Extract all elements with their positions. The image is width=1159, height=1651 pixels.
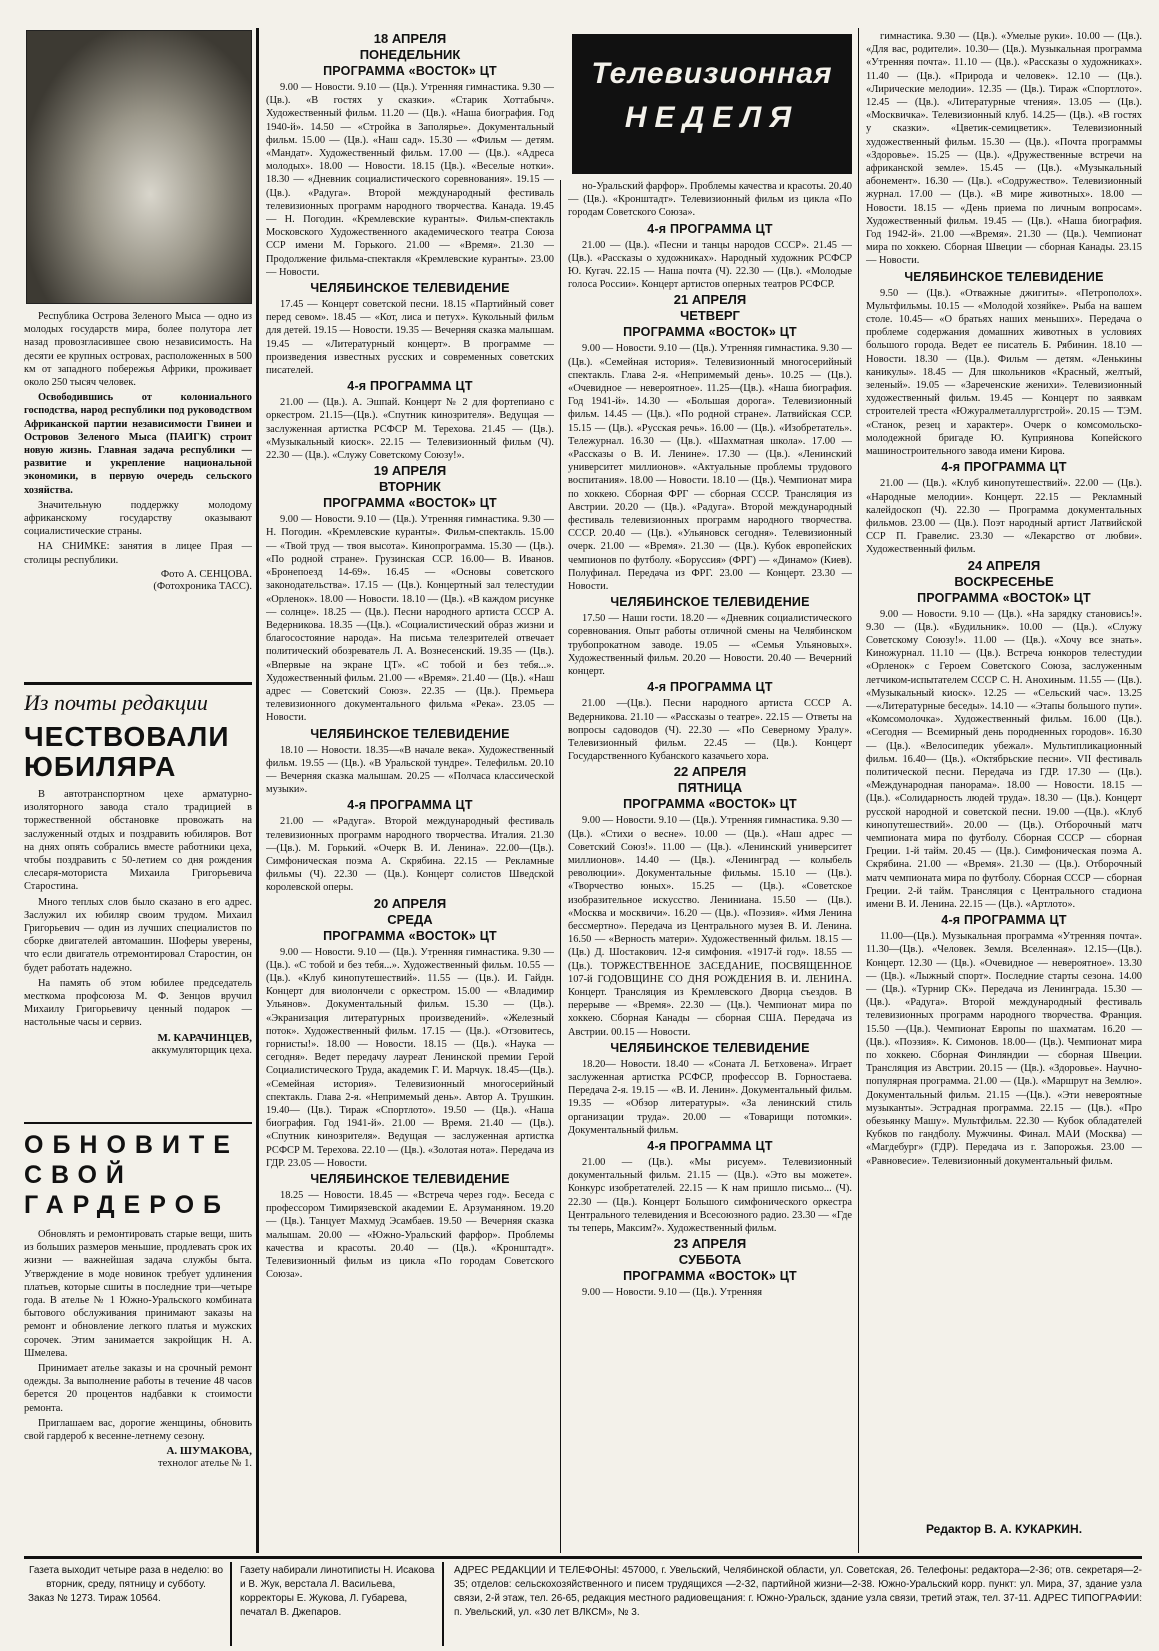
day-heading: СУББОТА (678, 1252, 742, 1268)
article1-para-1: В автотранспортном цехе арматурно-изоляторного завода стало традицией в торжественной обстановке провожать на заслуженный отдых и поздравить юбиляров. Вот на днях опять собрались вместе работники цеха, чтобы поздравить с 50-летием со дня рождения слесаря-моториста Михаила Григорьевича Старостина. (24, 789, 252, 893)
schedule-text: 9.00 — Новости. 9.10 — (Цв.). Утренняя гимнастика. 9.30 — (Цв.). «С тобой и без тебя...». Художественный фильм. 10.55 — (Цв.). «Клуб кинопутешествий». 11.55 — (Цв.). И. Гайдн. Концерт для виолончели с оркестром. 15.00 — «Владимир Ульянов». Документальный фильм. 15.30 — (Цв.). «Экранизация литературных произведений». «Железный поток». Художественный фильм. 17.15 — (Цв.). «Отзовитесь, горнисты!». 18.00 — Новости. 18.15 — (Цв.). «Наука — сегодня». Ведет передачу лауреат Ленинской премии Герой Социалистического Труда, академик Г. И. Марчук. 18.45—(Цв.). «Семейная история». Телевизионный многосерийный спектакль. Глава 2-я. «Непримемый день». Автор А. Трушкин. 19.40— (Цв.). Тираж «Спортлото». 19.50 — (Цв.). «Наша биография. Год 1941-й». 21.00 — Время. 21.40 — (Цв.). «Спутник кинозрителя». Ведущая — заслуженная артистка РСФСР М. Терехова. 22.10 — (Цв.). «Золотая нота». Передача из ГДР. 23.05 — Новости. (266, 946, 554, 1169)
photo-note: НА СНИМКЕ: занятия в лицее Прая — столицы республики. (24, 541, 252, 566)
article2-para-3: Приглашаем вас, дорогие женщины, обновить свой гардероб к весенне-летнему сезону. (24, 1417, 252, 1443)
schedule-text: 9.50 — (Цв.). «Отважные джигиты». «Петрополох». Мультфильмы. 10.15 — «Молодой хозяйке». Рыба на вашем столе. 10.45— «О братьях наших меньших». Передача о проблеме содержания домашних животных в условиях большого города. Ведет ее писатель Б. Рябинин. 18.10 — Новости. 18.30 — (Цв.). Фильм — детям. «Ленькины каникулы». 18.45 — Для школьников «Красный, желтый, зеленый». 19.05 — «Зареченские женихи». Телевизионный художественный фильм. 19.45 — Концерт по заявкам строителей треста «Южуралметаллургстрой». 20.15 — ТЭМ. «Станок, резец и характер». Очерк о комсомольско-молодежной бригаде Ю. Куприянова Копейского машиностроительного завода имени Кирова. (866, 287, 1142, 458)
column-rule-3 (858, 28, 859, 1553)
day-heading: ЧЕТВЕРГ (680, 308, 740, 324)
day-heading: 24 АПРЕЛЯ (967, 557, 1041, 573)
program-heading: ПРОГРАММА «ВОСТОК» ЦТ (323, 496, 497, 511)
article-para-3: Значительную поддержку молодому африканскому государству оказывают социалистические страны. (24, 499, 252, 538)
footer-top-rule (24, 1556, 1142, 1559)
schedule-text: 18.10 — Новости. 18.35—«В начале века». Художественный фильм. 19.55 — (Цв.). «В Уральской тундре». Телефильм. 20.10 — Вечерняя сказка малышам. 20.25 — «Полчаса классической музыки». (266, 744, 554, 796)
logo-line-1: Телевизионная (591, 57, 833, 90)
editor-line: Редактор В. А. КУКАРКИН. (925, 1522, 1083, 1536)
article1-para-2: Много теплых слов было сказано в его адрес. Заслужил их юбиляр своим трудом. Михаил Григорьевич — один из лучших специалистов по сборке двигателей автомашин. Шоферы уверены, что если двигатель отремонтировал Старостин, он будет работать надежно. (24, 896, 252, 974)
footer-box-staff (236, 1562, 444, 1646)
footer-box-address (450, 1562, 1142, 1646)
tv-column-wed-sat (568, 180, 852, 1553)
schedule-text: 21.00 — (Цв.). «Мы рисуем». Телевизионный документальный фильм. 21.15 — (Цв.). «Это вы можете». Конкурс изобретателей. 22.15 — К нам пришло письмо... (Ч). 22.30 — (Цв.). Концерт Большого симфонического оркестра Центрального телевидения и Всесоюзного радио. 23.30 — «Где ты теперь, Максим?». Художественный фильм. (568, 1156, 852, 1234)
schedule-text: 18.20— Новости. 18.40 — «Соната Л. Бетховена». Играет заслуженная артистка РСФСР, профессор В. Горностаева. Передача 2-я. 19.15 — «В. И. Ленин». Документальный фильм. 19.35 — «Обзор литературы». «За ленинский стиль организации труда». 20.00 — «Товарищи потомки». Документальный фильм. (568, 1058, 852, 1136)
day-heading: 22 АПРЕЛЯ (673, 764, 747, 780)
photo-students (26, 30, 252, 304)
program-heading: 4-я ПРОГРАММА ЦТ (647, 680, 773, 695)
photo-caption: Республика Острова Зеленого Мыса — одно из молодых государств мира, более полутора лет назад провозгласившее свою независимость. На десяти ее крупных островах, расположенных в 500 км от западного побережья Африки, проживает около 250 тысяч человек. (24, 311, 252, 389)
schedule-text: 9.00 — Новости. 9.10 — (Цв.). Утренняя (582, 1287, 763, 1299)
left-column-text (24, 310, 252, 660)
program-heading: ЧЕЛЯБИНСКОЕ ТЕЛЕВИДЕНИЕ (610, 595, 810, 610)
schedule-text: 17.50 — Наши гости. 18.20 — «Дневник социалистического соревнования. Опыт работы отличной смены на Челябинском трубопрокатном заводе. 19.05 — «Семья Ульяновых». Художественный фильм. 20.20 — Новости. 20.40 — Вечерний концерт. (568, 613, 852, 678)
schedule-text: 21.00 — (Цв.). «Клуб кинопутешествий». 22.00 — (Цв.). «Народные мелодии». Концерт. 22.15 — Рекламный калейдоскоп (Ч). 22.30 — Программа документальных фильмов. 23.00 — (Цв.). Поэт народный артист Латвийской ССР П. Гравелис. 23.30 — «Лекарство от любви». Художественный фильм. (866, 478, 1142, 556)
schedule-text: 21.00 — (Цв.). «Песни и танцы народов СССР». 21.45 — (Цв.). «Рассказы о художниках». Народный художник РСФСР Ю. Кугач. 22.15 — Наша почта (Ч). 22.30 — (Цв.). «Молодые голоса России». Концерт артистов оперных театров РСФСР. (568, 239, 852, 291)
program-heading: 4-я ПРОГРАММА ЦТ (941, 460, 1067, 475)
schedule-text: 11.00—(Цв.). Музыкальная программа «Утренняя почта». 11.30—(Цв.). «Человек. Земля. Вселенная». 12.15—(Цв.). Концерт. 12.30 — (Цв.). «Очевидное — невероятное». 13.30 — (Цв.). «Лыжный спорт». Последние старты сезона. 14.00 — (Цв.). «Турнир СК». Передача из Ленинграда. 15.30 — (Цв.). «Радуга». Второй международный фестиваль телевизионных программ народного творчества. Франция. 15.50 —(Цв.). Чемпионат Европы по шахматам. 16.20 — (Цв.). «Поэзия». К. Симонов. 18.00— (Цв.). Чемпионат мира по хоккею. Сборная Финляндии — сборная Швеции. Трансляция из Австрии. 20.15 — (Цв.). «Здоровье». Научно-популярная программа. 21.00 — (Цв.). «Маршрут на Землю». Документальный фильм. 21.15 —(Цв.). «Эти невероятные музыканты». Эстрадная программа. 22.15 — (Цв.). «Про обезьянку Машу». Мультфильм. 22.30 — Кубок обладателей Кубков по гандболу. Мужчины. Финал. МАИ (Москва) — «Магдебург» (ГДР). Передача из г. Запорожья. 23.00 — «Равновесие». Телевизионный документальный фильм. (866, 931, 1142, 1167)
program-heading: 4-я ПРОГРАММА ЦТ (647, 221, 773, 236)
photo-credit-2: (Фотохроника ТАСС). (153, 580, 252, 592)
day-heading: ПОНЕДЕЛЬНИК (359, 47, 461, 62)
program-heading: ПРОГРАММА «ВОСТОК» ЦТ (323, 64, 497, 78)
day-heading: ПЯТНИЦА (677, 780, 743, 796)
article1-para-3: На память об этом юбилее председатель месткома профсоюза М. Ф. Зенцов вручил Михаилу Григорьевичу ценный подарок — настольные часы и сервиз. (24, 977, 252, 1029)
program-heading: ПРОГРАММА «ВОСТОК» ЦТ (323, 928, 497, 943)
article2-author-role: технолог ателье № 1. (158, 1458, 252, 1470)
article2-body (24, 1228, 252, 1553)
schedule-text: 21.00 — «Радуга». Второй международный фестиваль телевизионных программ народного творчества. Италия. 21.30—(Цв.). М. Горький. «Очерк В. И. Ленина». 22.00—(Цв.). Симфоническая поэма А. Скрябина. 22.15 — Рекламные фильмы (Ч). 22.30 — (Цв.). Концерт солистов Шведской королевской оперы. (266, 816, 554, 894)
footer-address: АДРЕС РЕДАКЦИИ И ТЕЛЕФОНЫ: 457000, г. Увельский, Челябинской области, ул. Советская, 26. Телефоны: редактора—2-36; отв. секретаря—2-35; отделов: сельскохозяйственного и писем трудящихся —2-32, партийной жизни—2-38. Южно-Уральский корр. пункт: ул. Мира, 37, здание узла связи, 2-й этаж, тел. 26-65, редакция местного радиовещания: г. Южно-Уральск, здание узла связи, третий этаж, тел. 37-11. АДРЕС ТИПОГРАФИИ: п. Увельский, ул. «30 лет ВЛКСМ», № 3. (454, 1565, 1142, 1618)
schedule-text: 9.00 — Новости. 9.10 — (Цв.). Утренняя гимнастика. 9.30 — Н. Погодин. «Кремлевские куранты». Фильм-спектакль. 15.00 — «Твой труд — твоя высота». Кинопрограмма. 15.30 — (Цв.). «По родной стране». Грузинская ССР. 16.00— В. Иванов. «Бронепоезд 14-69». 16.45 — «Основы советского законодательства». 17.15 — (Цв.). Концертный зал телестудии «Орленок». 18.00 — Новости. 18.10 — (Цв.). «В каждом рисунке — солнце». 18.25 — (Цв.). Песни народного артиста СССР А. Ведерникова. 18.35 —(Цв.). «Социалистический образ жизни и благосостояние народа». На письма телезрителей отвечает политический обозреватель Л. А. Вознесенский. 19.35 — (Цв.). «Впервые на экране ЦТ». «С тобой и без тебя...». Художественный фильм. 21.00 — «Время». 21.40 — (Цв.). «Наш адрес — Советский Союз». 22.35 — (Цв.). Премьера телевизионного документального фильма «Река». 23.05 — Новости. (266, 514, 554, 724)
program-heading: ЧЕЛЯБИНСКОЕ ТЕЛЕВИДЕНИЕ (310, 726, 510, 741)
program-heading: 4-я ПРОГРАММА ЦТ (347, 379, 473, 394)
schedule-text: гимнастика. 9.30 — (Цв.). «Умелые руки». 10.00 — (Цв.). «Для вас, родители». 10.30— (Цв.). Музыкальная программа «Утренняя почта». 11.10 — (Цв.). «Рассказы о художниках». 11.40 — (Цв.). «Природа и человек». 12.10 — (Цв.). «Лирические мелодии». 12.35 — (Цв.). Тираж «Спортлото». 12.45 — (Цв.). «Литературные чтения». 13.05 — (Цв.). «Москвичка». Телевизионный клуб. 14.25— (Цв.). «В гостях у сказки». «Цветик-семицветик». Телевизионный художественный фильм. 15.30 — (Цв.). «Почта программы «Здоровье». 15.25 — (Цв.). «Дружественные встречи на африканской земле». 15.45 — (Цв.). «Музыкальный абонемент». 16.30 — (Цв.). «Содружество». Телевизионный журнал. 17.00 — (Цв.). «В мире животных». 18.00 — Новости. 18.15 — «День приема по личным вопросам». Художественный фильм. 19.45 — (Цв.). «Наша биография. Год 1942-й». 21.00 —«Время». 21.30 — (Цв.). Чемпионат мира по хоккею. Сборная Швеции — сборная Канады. 23.15 — Новости. (866, 31, 1142, 267)
article2-author: А. ШУМАКОВА, (166, 1445, 252, 1458)
program-heading: 4-я ПРОГРАММА ЦТ (347, 798, 473, 813)
program-heading: ПРОГРАММА «ВОСТОК» ЦТ (623, 1269, 797, 1284)
schedule-text: 21.00 —(Цв.). Песни народного артиста СССР А. Ведерникова. 21.10 — «Рассказы о театре». 22.15 — Ответы на вопросы садоводов (Ч). 22.30 — «По Северному Уралу». Телевизионный фильм. 22.45 — (Цв.). Концерт Государственного Кубанского казачьего хора. (568, 698, 852, 763)
day-heading: 18 АПРЕЛЯ (373, 31, 447, 46)
left-divider-2 (24, 1122, 252, 1124)
program-heading: ПРОГРАММА «ВОСТОК» ЦТ (623, 325, 797, 340)
program-heading: ЧЕЛЯБИНСКОЕ ТЕЛЕВИДЕНИЕ (904, 269, 1104, 284)
day-heading: 19 АПРЕЛЯ (373, 463, 447, 479)
article1-body (24, 788, 252, 1108)
article2-para-2: Принимает ателье заказы и на срочный ремонт одежды. За выполнение работы в течение 48 часов берется 20 процентов надбавки к стоимости ремонта. (24, 1363, 252, 1414)
schedule-text: 18.25 — Новости. 18.45 — «Встреча через год». Беседа с профессором Тимирязевской академии Е. Арзуманяном. 19.20 — (Цв.). Танцует Махмуд Эсамбаев. 19.50 — Вечерняя сказка малышам. 20.00 — «Южно-Уральский фарфор». Проблемы качества и красоты. 20.40 — (Цв.). «Кронштадт». Телевизионный фильм из цикла «По городам Советского Союза». (266, 1190, 554, 1281)
article-para-2: Освободившись от колониального господства, народ республики под руководством Африканской партии независимости Гвинеи и Островов Зеленого Мыса (ПАИГК) строит новую жизнь. Главная задача республики — развитие и укрепление национальной экономики, в первую очередь сельского хозяйства. (24, 392, 252, 496)
day-heading: 21 АПРЕЛЯ (673, 292, 747, 308)
program-heading: ПРОГРАММА «ВОСТОК» ЦТ (917, 590, 1091, 605)
tv-column-mon-wed (266, 30, 554, 1553)
schedule-text: 17.45 — Концерт советской песни. 18.15 «Партийный совет перед севом». 18.45 — «Кот, лиса и петух». Кукольный фильм для детей. 19.15 — Новости. 19.35 — Вечерняя сказка малышам. 19.45 — «Литературный концерт». В программе — произведения известных русских и современных советских писателей. (266, 299, 554, 377)
schedule-text: 9.00 — Новости. 9.10 — (Цв.). «На зарядку становись!». 9.30 — (Цв.). «Будильник». 10.00 — (Цв.). «Служу Советскому Союзу!». 11.00 — (Цв.). «Хочу все знать». Киножурнал. 11.10 — (Цв.). Встреча юнкоров телестудии «Орленок» с Героем Советского Союза, заслуженным летчиком-испытателем СССР С. Н. Анохиным. 11.55 — (Цв.). «Музыкальный киоск». 12.25 — «Сельский час». 13.25 —«Литературные беседы». 14.10 — «Этапы большого пути». «Комсомолочка». Художественный фильм. 16.00 (Цв.). «Сегодня — Всемирный день породненных городов». 16.30 — (Цв.). «Велосипедик убежал». Мультипликационный фильм. 16.40— (Цв.). «Октябрьские песни». VII фестиваль политической песни. Передача из ГДР. 17.30 — (Цв.). «Международная панорама». 18.00 — Новости. 18.15 — (Цв.). «Солидарность людей труда». 18.30 — (Цв.). Концерт русской народной и советской песни. 19.00 —(Цв.). «Клуб кинопутешествий». 20.00 — (Цв.). Отборочный матч чемпионата мира по футболу. Сборная СССР — сборная Греции. 1-й тайм. 20.45 — (Цв.). Симфоническая поэма А. Скрябина. 21.00 — «Время». 21.30 — (Цв.). Отборочный матч чемпионата мира по футболу. Сборная СССР — сборная Греции. 2-й тайм. Трансляция с Центрального стадиона имени В. И. Ленина. 22.15 — (Цв.). «Артлото». (866, 608, 1142, 910)
logo-line-2: НЕДЕЛЯ (624, 101, 800, 134)
day-heading: 20 АПРЕЛЯ (373, 895, 447, 911)
day-heading: ВОСКРЕСЕНЬЕ (954, 573, 1054, 589)
article2-title: ОБНОВИТЕ СВОЙ ГАРДЕРОБ (24, 1131, 239, 1219)
schedule-text: 9.00 — Новости. 9.10 — (Цв.). Утренняя гимнастика. 9.30 — (Цв.). «Семейная история». Телевизионный многосерийный спектакль. Глава 2-я. «Непримемый день». 10.25 — (Цв.). «Очевидное — невероятное». 11.25—(Цв.). «Наша биография. Год 1941-й». 14.30 — «Большая дорога». Телевизионный фильм. 14.45 — (Цв.). «По родной стране». Латвийская ССР. 15.15 — (Цв.). «Русская речь». 16.00 — (Цв.). «Изобретатель». Тележурнал. 16.30 — (Цв.). «Шахматная школа». 17.00 — «Рассказы о В. И. Ленине». 17.30 — (Цв.). «Ленинский университет миллионов». «Актуальные проблемы трудового воспитания». 18.00 — Новости. 18.10 — (Цв.). Чемпионат мира по хоккею. Сборная ФРГ — сборная СССР. Трансляция из Австрии. 20.20 — (Цв.). «Радуга». Второй международный фестиваль телевизионных программ народного творчества. СССР. 20.40 — (Цв.). «Ульяновск сегодня». Телевизионный очерк. 21.00 — «Время». 21.30 — (Цв.). Кубок европейских чемпионов по футболу. «Боруссия» (ФРГ) — «Динамо» (Киев). Полуфинал. Передача из ФРГ. 23.00 — Концерт. 23.30 — Новости. (568, 343, 852, 593)
column-rule-2 (560, 180, 561, 1553)
article1-author: М. КАРАЧИНЦЕВ, (157, 1031, 252, 1044)
day-heading: 23 АПРЕЛЯ (673, 1236, 747, 1252)
program-heading: 4-я ПРОГРАММА ЦТ (941, 913, 1067, 928)
rubric: Из почты редакции (24, 690, 208, 715)
article2-para-1: Обновлять и ремонтировать старые вещи, шить из больших размеров меньшие, продлевать срок их жизни — важнейшая задача службы быта. Утверждение в моде новинок требует удлинения платьев, которые сшиты в последние три—четыре года. В ателье № 1 Южно-Уральского комбината бытового обслуживания принимают заказы на ремонт и обновление легкого платья и мужских сорочек. Этим занимается закройщик Н. А. Шмелева. (24, 1229, 252, 1359)
program-heading: ПРОГРАММА «ВОСТОК» ЦТ (623, 797, 797, 812)
schedule-text: 21.00 — (Цв.). А. Эшпай. Концерт № 2 для фортепиано с оркестром. 21.15—(Цв.). «Спутник кинозрителя». Ведущая — заслуженная артистка РСФСР М. Терехова. 21.45 — (Цв.). «Музыкальный киоск». 22.15 — Телевизионный фильм (Ч). 22.30 — (Цв.). «Служу Советскому Союзу!». (266, 397, 554, 462)
schedule-text: 9.00 — Новости. 9.10 — (Цв.). Утренняя гимнастика. 9.30 — (Цв.). «Стихи о весне». 10.00 — (Цв.). «Наш адрес — Советский Союз!». 11.00 — (Цв.). «Ленинский университет миллионов». 14.40 — (Цв.). «Ленинград — колыбель революции». Документальные фильмы. 15.10 — (Цв.). «Творчество юных». 15.25 — (Цв.). «Советское изобразительное искусство. Лениниана. 15.50 — (Цв.). «Москва и москвичи». 16.20 — (Цв.). «Поэзия». «Имя Ленина бессмертно». Передача из Центрального музея В. И. Ленина. 16.50 — «Верность матери». Художественный фильм. 18.15 — (Цв.) Д. Шостакович. 12-я симфония. «1917-й год». 18.55 — (Цв.). ТОРЖЕСТВЕННОЕ ЗАСЕДАНИЕ, ПОСВЯЩЕННОЕ 107-й ГОДОВЩИНЕ СО ДНЯ РОЖДЕНИЯ В. И. ЛЕНИНА. Концерт. Трансляция из Кремлевского Дворца съездов. В перерыве — «Время». 22.30 — (Цв.). Чемпионат мира по хоккею. Сборная Канады — сборная США. Передача из Австрии. 00.15 — Новости. (568, 815, 852, 1038)
program-heading: ЧЕЛЯБИНСКОЕ ТЕЛЕВИДЕНИЕ (310, 281, 510, 296)
day-heading: ВТОРНИК (379, 479, 441, 495)
schedule-text: но-Уральский фарфор». Проблемы качества и красоты. 20.40 — (Цв.). «Кронштадт». Телевизионный фильм из цикла «По городам Советского Союза». (568, 181, 852, 219)
article1-author-role: аккумуляторщик цеха. (151, 1044, 252, 1056)
footer-frequency: Газета выходит четыре раза в неделю: во вторник, среду, пятницу и субботу. (28, 1565, 224, 1590)
article1-title: ЧЕСТВОВАЛИ ЮБИЛЯРА (24, 722, 230, 782)
left-divider-1 (24, 682, 252, 685)
footer-order: Заказ № 1273. Тираж 10564. (28, 1593, 161, 1604)
tv-column-sat-sun (866, 30, 1142, 1510)
schedule-text: 9.00 — Новости. 9.10 — (Цв.). Утренняя гимнастика. 9.30 — (Цв.). «В гостях у сказки». «Старик Хоттабыч». Художественный фильм. 11.20 — (Цв.). «Наша биография. Год 1940-й». 14.50 — «Стройка в Заполярье». Документальный фильм. 15.00 — (Цв.). «Наш сад». 15.30 — «Фильм — детям. «Мандат». Художественный фильм. 17.00 — (Цв.). «Адреса молодых». 18.00 — Новости. 18.15 (Цв.). «Веселые нотки». 18.30 — «Дневник социалистического соревнования». 19.15 —(Цв.). «Радуга». Второй международный фестиваль телевизионных программ народного творчества. Канада. 19.45 — Н. Погодин. «Кремлевские куранты». Фильм-спектакль Московского Художественного академического театра Союза ССР имени М. Горького. 21.00 — «Время». 21.30 — Продолжение фильма-спектакля «Кремлевские куранты». 23.00 — Новости. (266, 82, 554, 278)
program-heading: ЧЕЛЯБИНСКОЕ ТЕЛЕВИДЕНИЕ (610, 1040, 810, 1055)
program-heading: ЧЕЛЯБИНСКОЕ ТЕЛЕВИДЕНИЕ (310, 1172, 510, 1187)
day-heading: СРЕДА (387, 911, 433, 927)
tv-week-logo (572, 34, 852, 174)
photo-credit-1: Фото А. СЕНЦОВА. (160, 568, 252, 580)
column-rule-1 (256, 28, 259, 1553)
footer-staff: Газету набирали линотиписты Н. Исакова и В. Жук, верстала Л. Васильева, корректоры Е. Жукова, Л. Губарева, печатал В. Джепаров. (240, 1565, 435, 1618)
footer-box-frequency (24, 1562, 232, 1646)
program-heading: 4-я ПРОГРАММА ЦТ (647, 1138, 773, 1153)
